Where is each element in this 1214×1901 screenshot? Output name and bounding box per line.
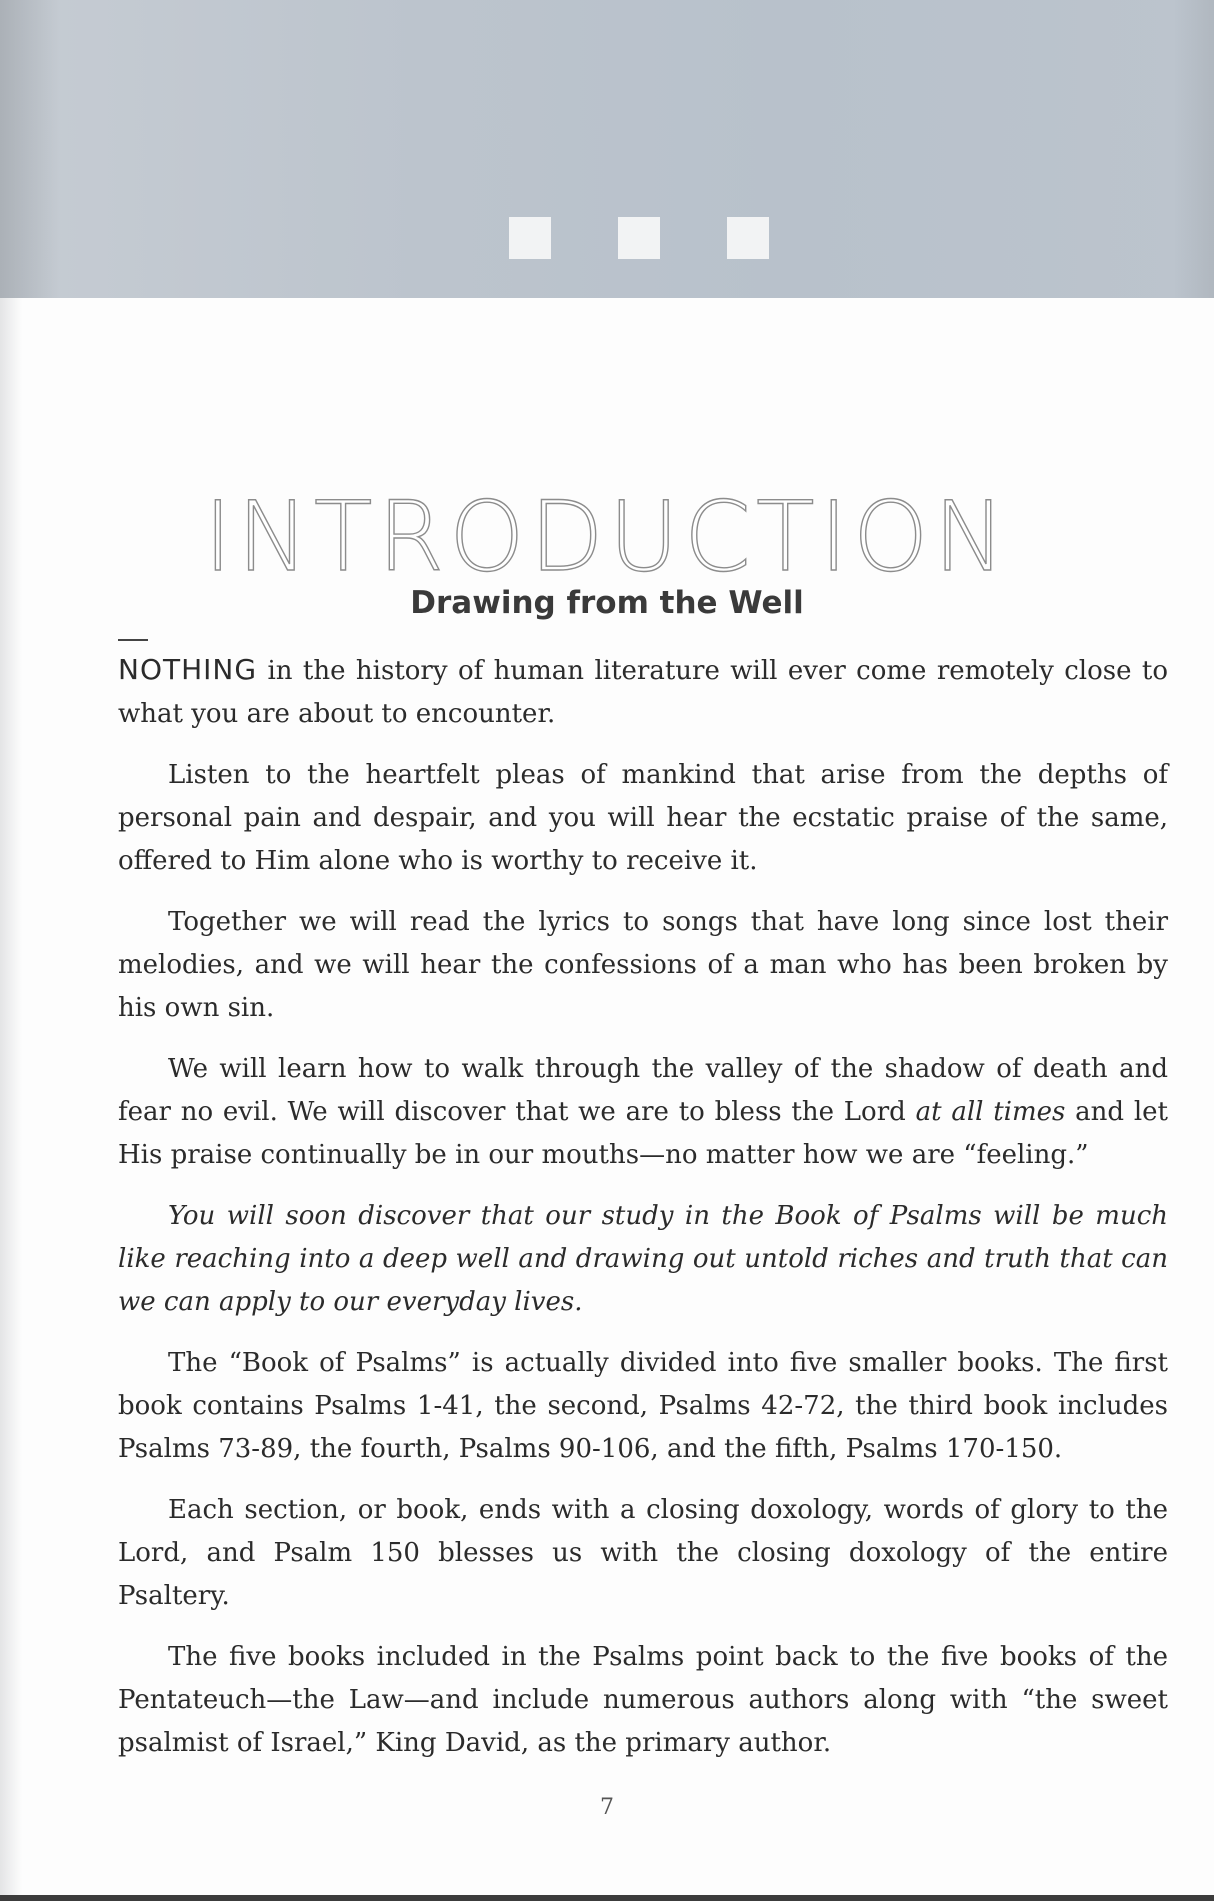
paragraph-2: Listen to the heartfelt pleas of mankind that arise from the depths of personal pain and despair, and you will hear the ecstatic praise of the same, offered to Him alone who is worthy to receive it. xyxy=(118,760,1168,876)
header-shadow-left xyxy=(0,0,60,298)
paragraph-4-text-a: We will learn how to walk through the valley of the shadow of death and fear no evil. We will discover that we are to bless the Lord xyxy=(118,1054,1168,1127)
lead-word: NOTHING xyxy=(118,653,258,686)
decorative-square-icon xyxy=(727,217,769,259)
paragraph-1-text: in the history of human literature will ever come remotely close to what you are about to encounter. xyxy=(118,656,1168,729)
body-text xyxy=(118,648,1168,1783)
header-band xyxy=(0,0,1214,298)
decorative-squares xyxy=(509,217,769,259)
paragraph-5: You will soon discover that our study in the Book of Psalms will be much like reaching into a deep well and drawing out untold riches and truth that can we can apply to our everyday lives. xyxy=(118,1201,1168,1317)
chapter-subtitle: Drawing from the Well xyxy=(410,584,804,621)
paragraph-4-emphasis: at all times xyxy=(915,1097,1066,1127)
page-bottom-edge xyxy=(0,1895,1214,1901)
paragraph-6: The “Book of Psalms” is actually divided into five smaller books. The first book contains Psalms 1-41, the second, Psalms 42-72, the third book includes Psalms 73-89, the fourth, Psalms 90-106, and the fifth, Psalms 170-150. xyxy=(118,1348,1168,1464)
page-number: 7 xyxy=(600,1795,614,1820)
paragraph-1 xyxy=(118,648,1168,736)
paragraph-4-text-b: and let His praise continually be in our mouths—no matter how we are “feeling.” xyxy=(118,1097,1169,1170)
paragraph-4 xyxy=(118,1048,1168,1177)
paragraph-7: Each section, or book, ends with a closing doxology, words of glory to the Lord, and Psalm 150 blesses us with the closing doxology of the entire Psaltery. xyxy=(118,1495,1168,1611)
decorative-square-icon xyxy=(618,217,660,259)
paragraph-8: The five books included in the Psalms point back to the five books of the Pentateuch—the Law—and include numerous authors along with “the sweet psalmist of Israel,” King David, as the primary author. xyxy=(118,1642,1168,1758)
paragraph-3: Together we will read the lyrics to songs that have long since lost their melodies, and we will hear the confessions of a man who has been broken by his own sin. xyxy=(118,907,1168,1023)
chapter-title: INTRODUCTION xyxy=(203,481,1011,594)
header-shadow-right xyxy=(1174,0,1214,298)
decorative-square-icon xyxy=(509,217,551,259)
